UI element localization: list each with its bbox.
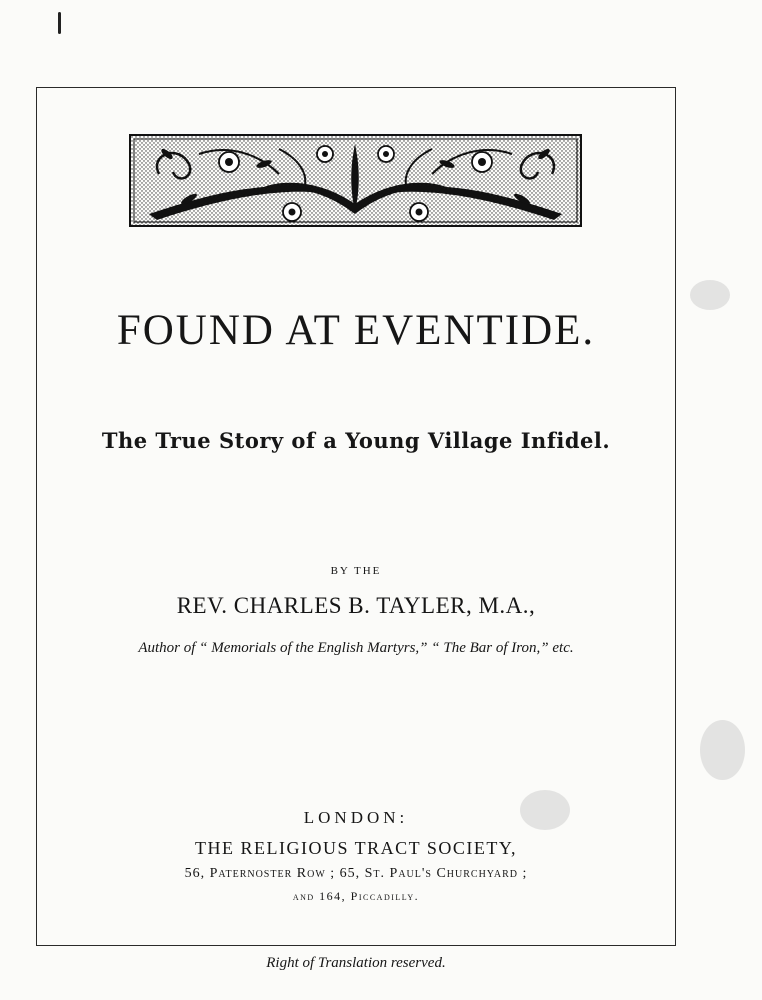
paper-stain: [690, 280, 730, 310]
imprint-publisher: THE RELIGIOUS TRACT SOCIETY,: [194, 838, 517, 858]
author-name: REV. CHARLES B. TAYLER, M.A.,: [176, 593, 536, 618]
paper-stain: [700, 720, 745, 780]
byline: BY THE: [330, 565, 382, 577]
book-subtitle: The True Story of a Young Village Infidel.: [101, 428, 611, 453]
ink-mark: [58, 12, 61, 34]
rights-notice: Right of Translation reserved.: [266, 955, 446, 971]
imprint-address-line2: and 164, Piccadilly.: [292, 889, 420, 903]
floral-ornament-icon: [129, 134, 582, 227]
book-title: FOUND AT EVENTIDE.: [116, 307, 596, 354]
imprint-city: LONDON:: [303, 808, 409, 827]
imprint-address-line1: 56, Paternoster Row ; 65, St. Paul's Churchyard ;: [184, 866, 528, 881]
decorative-headpiece: [129, 134, 582, 227]
author-credits: Author of “ Memorials of the English Martyrs,” “ The Bar of Iron,” etc.: [138, 640, 574, 656]
